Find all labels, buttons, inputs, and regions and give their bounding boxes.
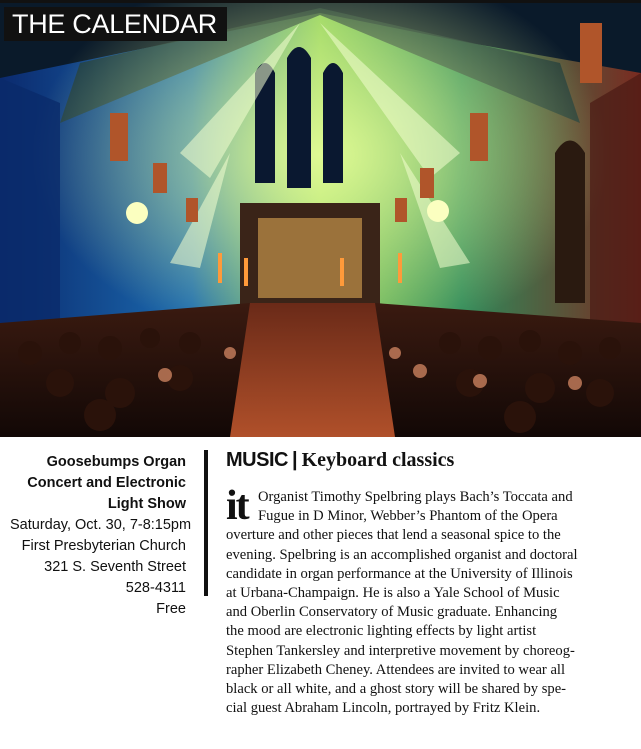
body-line: evening. Spelbring is an accomplished organist and doctoral xyxy=(226,546,578,563)
article-body xyxy=(226,483,626,718)
body-line: at Urbana-Champaign. He is also a Yale School of Music xyxy=(226,585,560,602)
body-line: black or all white, and a ghost story will be shared by spe- xyxy=(226,681,567,698)
event-title-line: Goosebumps Organ xyxy=(46,454,186,470)
event-details xyxy=(10,452,192,620)
body-line: Organist Timothy Spelbring plays Bach’s Toccata and xyxy=(258,489,573,505)
event-address: 321 S. Seventh Street xyxy=(44,559,186,575)
body-line: Fugue in D Minor, Webber’s Phantom of the Opera xyxy=(258,508,558,525)
event-title-line: Light Show xyxy=(107,496,186,512)
event-datetime: Saturday, Oct. 30, 7-8:15pm xyxy=(10,517,192,533)
event-phone: 528-4311 xyxy=(125,580,186,596)
body-line: and Oberlin Conservatory of Music graduate. Enhancing xyxy=(226,604,558,621)
article-heading xyxy=(226,446,454,474)
dropcap: it xyxy=(226,483,248,529)
body-line: cial guest Abraham Lincoln, portrayed by Fritz Klein. xyxy=(226,700,541,717)
event-venue: First Presbyterian Church xyxy=(21,538,186,554)
body-line: the mood are electronic lighting effects by light artist xyxy=(226,623,537,640)
article-category: MUSIC xyxy=(226,449,288,471)
body-line: rapher Elizabeth Cheney. Attendees are invited to wear all xyxy=(226,661,566,678)
section-label: THE CALENDAR xyxy=(4,7,227,41)
body-line: candidate in organ performance at the University of Illinois xyxy=(226,565,573,582)
event-title-line: Concert and Electronic xyxy=(27,475,186,491)
body-line: Stephen Tankersley and interpretive movement by choreog- xyxy=(226,642,575,659)
church-light-show-photo xyxy=(0,3,641,437)
column-divider xyxy=(204,450,208,596)
event-price: Free xyxy=(156,601,186,617)
article-headline: Keyboard classics xyxy=(301,449,455,471)
heading-separator: | xyxy=(291,449,298,471)
body-line: overture and other pieces that lend a seasonal spice to the xyxy=(226,527,561,544)
